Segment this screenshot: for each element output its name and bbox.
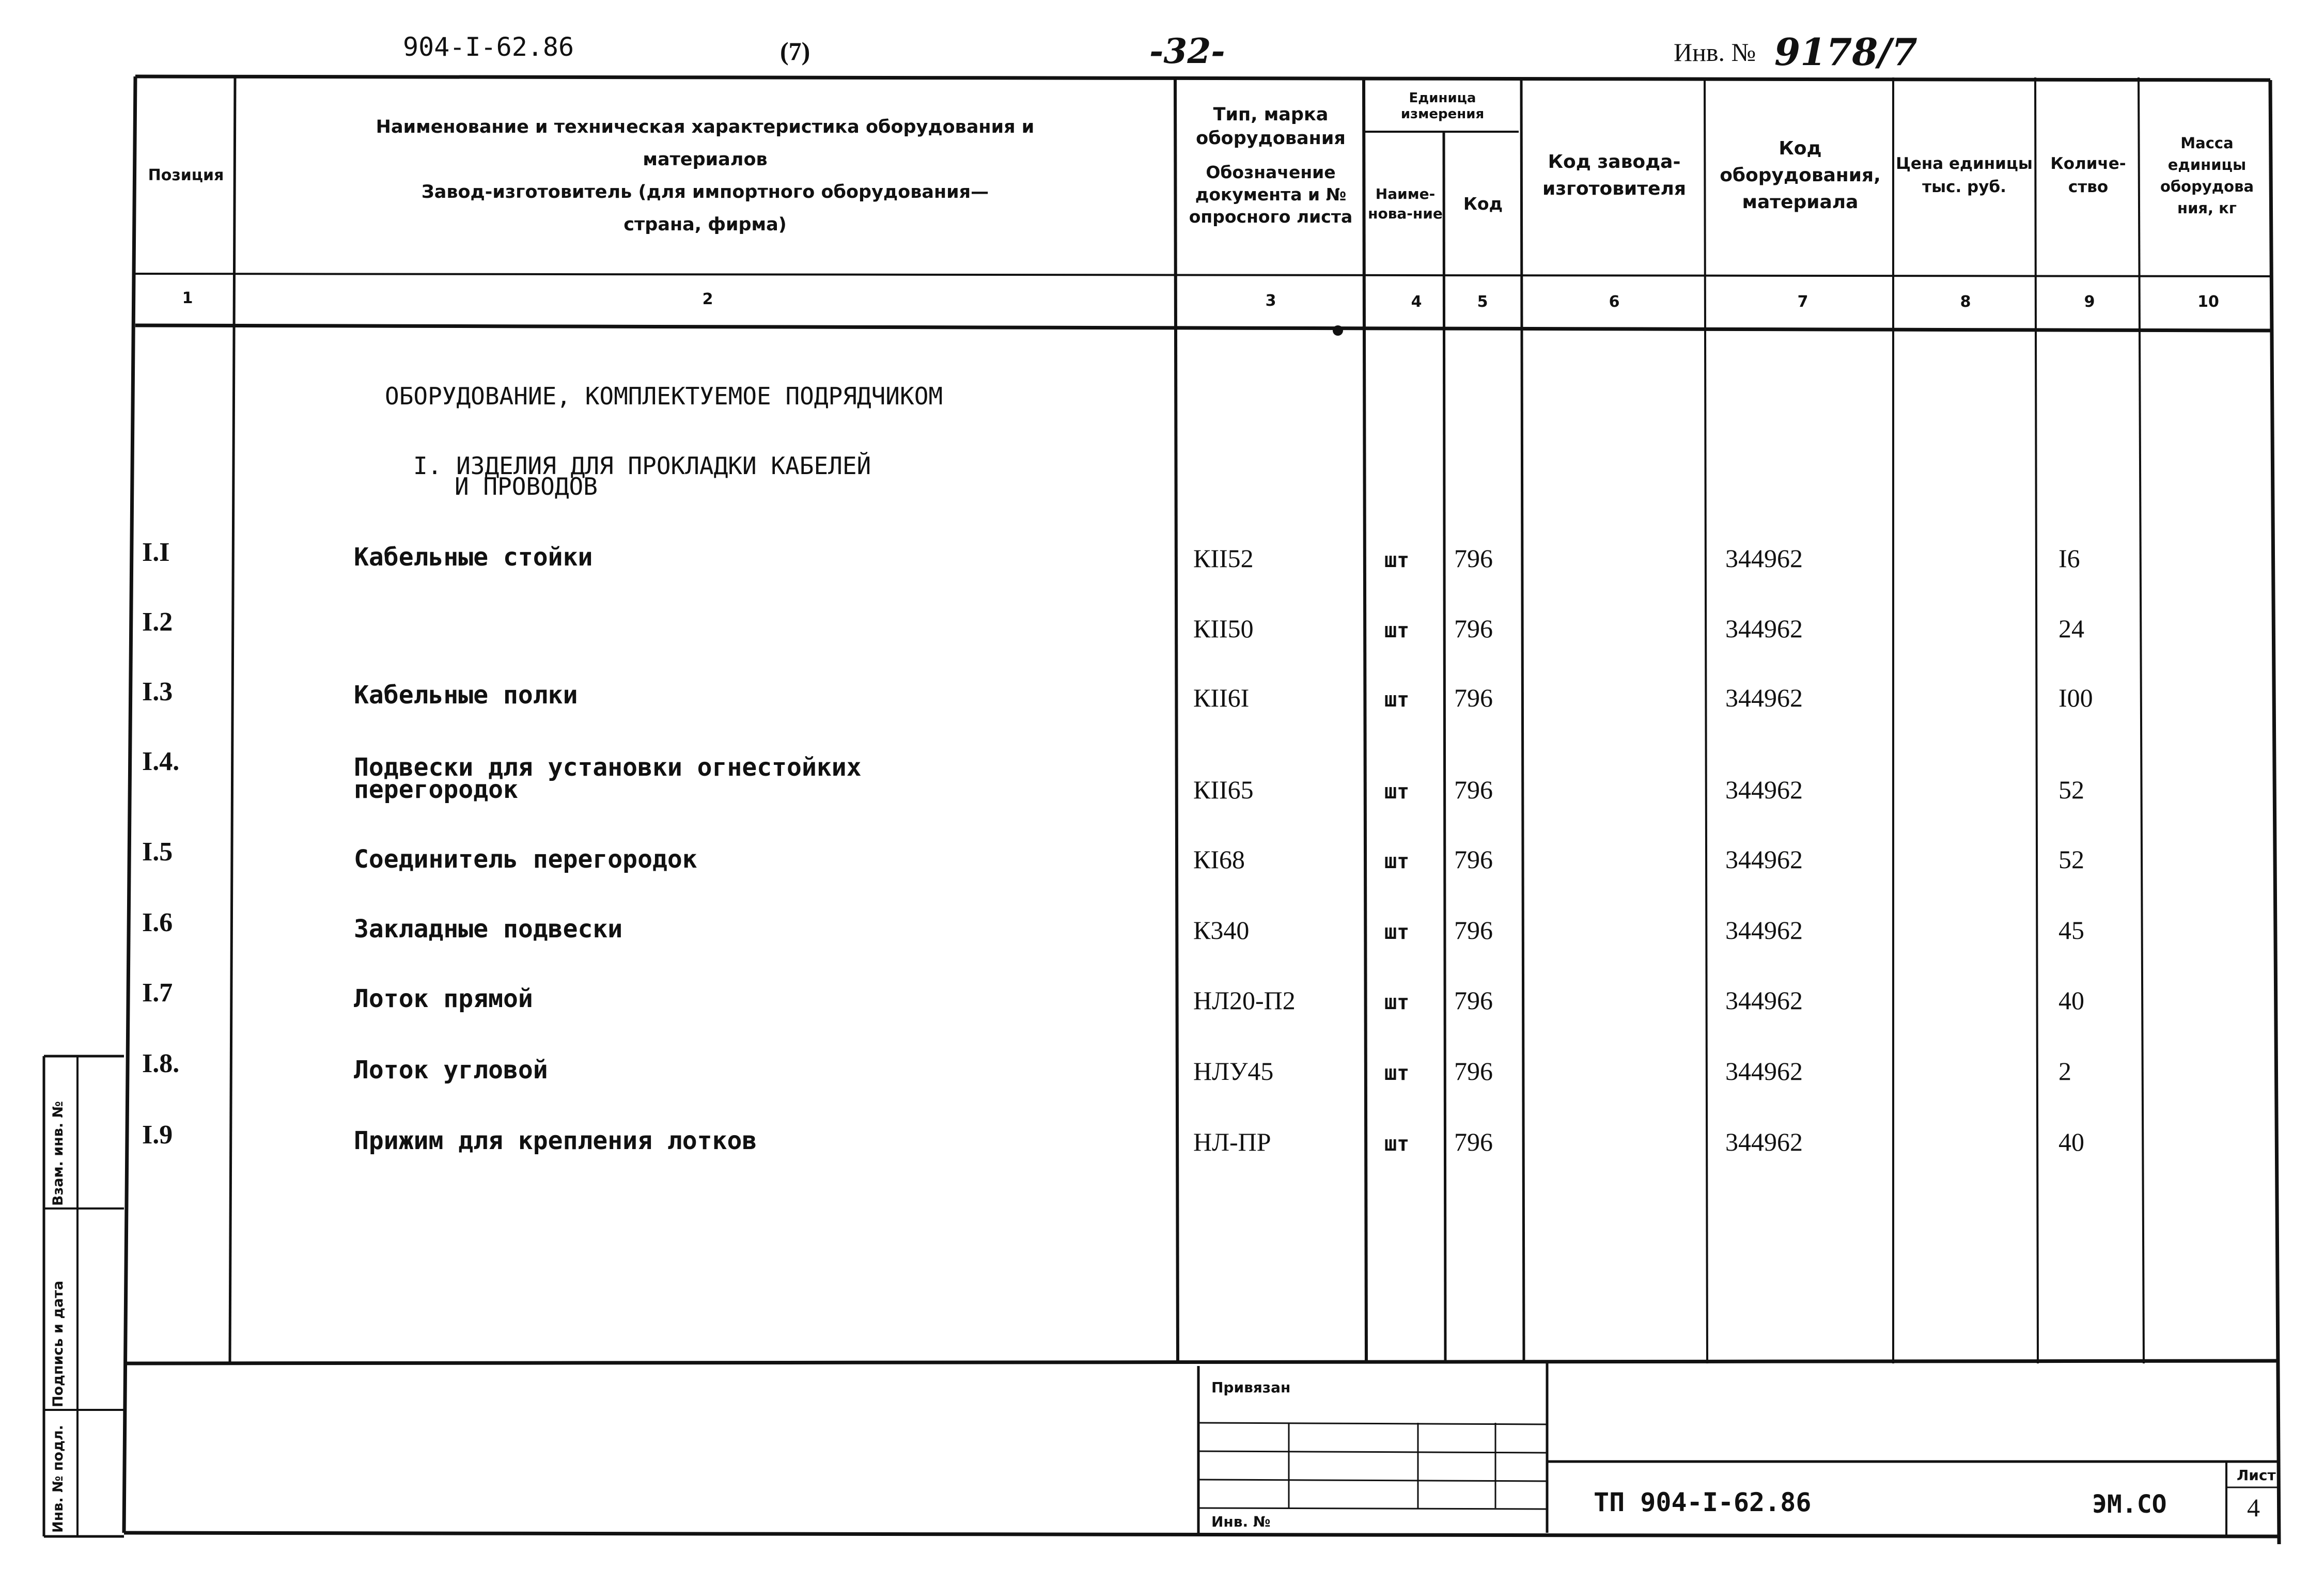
doc-code: ТП 904-I-62.86	[1594, 1487, 1812, 1517]
row-6-unit-code: 796	[1454, 916, 1493, 945]
col-num-10: 10	[2197, 293, 2219, 311]
section-subtitle-1: I. ИЗДЕЛИЯ ДЛЯ ПРОКЛАДКИ КАБЕЛЕЙ	[413, 452, 871, 480]
col-header-price: Цена единицы тыс. руб.	[1896, 154, 2033, 196]
row-3-name: Кабельные полки	[354, 681, 578, 710]
col-num-6: 6	[1609, 293, 1620, 311]
row-7-name: Лоток прямой	[354, 984, 533, 1013]
row-4-position: I.4.	[142, 747, 180, 776]
col-header-qty: Количе-ство	[2050, 154, 2126, 196]
row-3-position: I.3	[142, 677, 173, 706]
col-header-position: Позиция	[148, 166, 224, 185]
row-5-type: КI68	[1193, 845, 1245, 874]
row-8-name: Лоток угловой	[354, 1056, 548, 1085]
row-8-unit: шт	[1384, 1061, 1410, 1085]
row-5-name: Соединитель перегородок	[354, 845, 697, 874]
row-6-type: К340	[1193, 916, 1250, 945]
row-9-position: I.9	[142, 1120, 173, 1150]
row-6-position: I.6	[142, 908, 173, 937]
page-marker: -32-	[1149, 31, 1225, 71]
margin-vzam: Взам. инв. №	[50, 1101, 66, 1206]
col-header-unit-group: Единица измерения	[1400, 90, 1485, 122]
col-num-1: 1	[182, 289, 193, 307]
row-1-unit-code: 796	[1454, 544, 1493, 573]
col-num-2: 2	[702, 290, 713, 308]
row-2-unit: шт	[1384, 619, 1410, 642]
row-3-unit-code: 796	[1454, 683, 1493, 712]
row-8-position: I.8.	[142, 1049, 180, 1078]
row-5-equip-code: 344962	[1725, 845, 1803, 874]
margin-podpis: Подпись и дата	[50, 1280, 66, 1407]
row-4-name: Подвески для установки огнестойких	[354, 753, 862, 782]
row-6-unit: шт	[1384, 920, 1410, 944]
sheet-label: Лист	[2237, 1467, 2276, 1484]
row-6-equip-code: 344962	[1725, 916, 1803, 945]
row-2-type: КII50	[1193, 614, 1254, 643]
row-3-unit: шт	[1384, 688, 1410, 712]
inventory-number: 9178/7	[1774, 30, 1917, 74]
row-5-position: I.5	[142, 837, 173, 867]
col-header-unit-name: Наиме-нова-ние	[1368, 185, 1443, 222]
row-1-type: КII52	[1193, 544, 1254, 573]
row-7-position: I.7	[142, 978, 173, 1008]
col-header-type: Тип, марка оборудования Обозначение документа и № опросного листа	[1189, 104, 1353, 227]
row-2-equip-code: 344962	[1725, 614, 1803, 643]
row-4-unit-code: 796	[1454, 775, 1493, 804]
row-3-type: КII6I	[1193, 683, 1250, 712]
row-4-equip-code: 344962	[1725, 775, 1803, 804]
margin-inv-podl: Инв. № подл.	[50, 1425, 66, 1533]
copy-number: (7)	[780, 37, 810, 66]
col-header-equip-code: Код оборудования, материала	[1720, 137, 1881, 213]
doc-suffix: ЭМ.СО	[2092, 1490, 2167, 1519]
row-1-equip-code: 344962	[1725, 544, 1803, 573]
stamp-inv-label: Инв. №	[1211, 1513, 1271, 1530]
col-num-5: 5	[1477, 293, 1488, 311]
project-code: 904-I-62.86	[403, 32, 574, 62]
row-9-equip-code: 344962	[1725, 1127, 1803, 1156]
row-8-type: НЛУ45	[1193, 1057, 1274, 1086]
row-1-qty: I6	[2058, 544, 2080, 573]
row-2-position: I.2	[142, 607, 173, 637]
row-7-equip-code: 344962	[1725, 986, 1803, 1015]
row-8-equip-code: 344962	[1725, 1057, 1803, 1086]
row-9-unit-code: 796	[1454, 1127, 1493, 1156]
row-1-unit: шт	[1384, 548, 1410, 572]
row-3-qty: I00	[2058, 683, 2093, 712]
row-5-unit-code: 796	[1454, 845, 1493, 874]
row-9-name: Прижим для крепления лотков	[354, 1126, 757, 1155]
row-4-type: КII65	[1193, 775, 1254, 804]
col-num-3: 3	[1265, 292, 1276, 310]
row-4-qty: 52	[2058, 775, 2084, 804]
inventory-label: Инв. №	[1674, 38, 1756, 67]
row-8-qty: 2	[2058, 1057, 2071, 1086]
col-header-name: Наименование и техническая характеристика оборудования и материалов Завод-изготовитель (для импортного оборудования— страна, фирма)	[376, 117, 1035, 235]
col-num-8: 8	[1960, 293, 1971, 311]
row-3-equip-code: 344962	[1725, 683, 1803, 712]
col-header-unit-code: Код	[1463, 194, 1503, 214]
row-6-qty: 45	[2058, 916, 2084, 945]
col-header-factory-code: Код завода-изготовителя	[1542, 151, 1687, 199]
tied-label: Привязан	[1211, 1379, 1291, 1396]
section-subtitle-2: И ПРОВОДОВ	[455, 473, 598, 500]
col-num-4: 4	[1411, 293, 1422, 311]
row-7-type: НЛ20-П2	[1193, 986, 1296, 1015]
sheet-number: 4	[2247, 1493, 2260, 1522]
row-2-qty: 24	[2058, 614, 2084, 643]
row-7-unit-code: 796	[1454, 986, 1493, 1015]
row-4-unit: шт	[1384, 780, 1410, 804]
row-1-position: I.I	[142, 538, 170, 567]
row-2-unit-code: 796	[1454, 614, 1493, 643]
section-title: ОБОРУДОВАНИЕ, КОМПЛЕКТУЕМОЕ ПОДРЯДЧИКОМ	[385, 382, 943, 410]
col-header-mass: Масса единицы оборудова ния, кг	[2160, 134, 2254, 217]
row-1-name: Кабельные стойки	[354, 543, 593, 572]
row-9-qty: 40	[2058, 1127, 2084, 1156]
row-7-unit: шт	[1384, 991, 1410, 1014]
col-num-9: 9	[2084, 293, 2095, 311]
col-num-7: 7	[1797, 293, 1808, 311]
row-5-unit: шт	[1384, 850, 1410, 873]
row-6-name: Закладные подвески	[354, 915, 623, 944]
row-5-qty: 52	[2058, 845, 2084, 874]
row-9-unit: шт	[1384, 1132, 1410, 1156]
row-7-qty: 40	[2058, 986, 2084, 1015]
row-8-unit-code: 796	[1454, 1057, 1493, 1086]
row-4-name-cont: перегородок	[354, 775, 518, 804]
row-9-type: НЛ-ПР	[1193, 1127, 1271, 1156]
